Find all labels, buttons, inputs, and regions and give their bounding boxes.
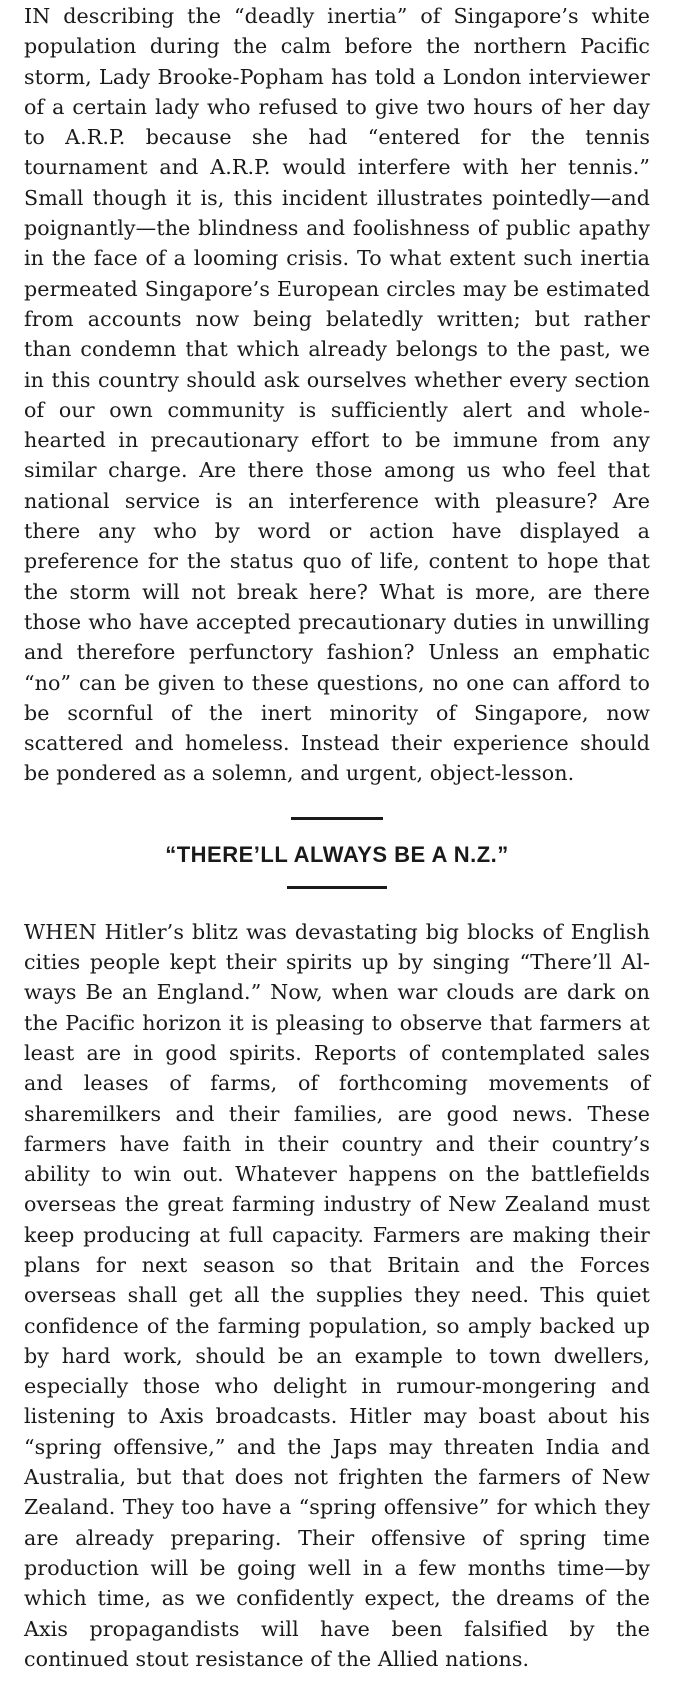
article-farmers-spirits: WHEN Hitler’s blitz was devastating big blocks of English cities people kept their spirits up by singing “There’ll Always Be an England.” Now, when war clouds are dark on the Pacific horizon it is pleasing to observe that farmers at least are in good spirits. Reports of contemplated sales and leases of farms, of forthcoming movements of sharemilkers and their families, are good news. These farmers have faith in their country and their country’s ability to win out. Whatever happens on the battlefields overseas the great farming industry of New Zealand must keep producing at full capacity. Farmers are making their plans for next season so that Britain and the Forces overseas shall get all the supplies they need. This quiet confidence of the farming population, so amply backed up by hard work, should be an example to town dwellers, especially those who delight in rumour-mongering and listening to Axis broadcasts. Hitler may boast about his “spring offensive,” and the Japs may threaten India and Australia, but that does not frighten the farmers of New Zealand. They too have a “spring offensive” for which they are already preparing. Their offensive of spring time production will be going well in a few months time—by which time, as we confidently expect, the dreams of the Axis propagandists will have been falsified by the continued stout resistance of the Allied nations.	[24, 919, 650, 1671]
newspaper-page	[24, 0, 650, 1674]
section-divider-bottom	[287, 886, 387, 889]
article-singapore-inertia: IN describing the “deadly inertia” of Singapore’s white population during the calm before the northern Pacific storm, Lady Brooke-Popham has told a London interviewer of a certain lady who refused to give two hours of her day to A.R.P. because she had “entered for the tennis tournament and A.R.P. would interfere with her tennis.” Small though it is, this incident illustrates pointedly—and poignantly—the blindness and foolishness of public apathy in the face of a looming crisis. To what extent such inertia permeated Singapore’s European circles may be estimated from accounts now being belatedly written; but rather than condemn that which already belongs to the past, we in this country should ask ourselves whether every section of our own community is sufficiently alert and whole-hearted in precautionary effort to be immune from any similar charge. Are there those among us who feel that national service is an interference with pleasure? Are there any who by word or action have displayed a preference for the status quo of life, content to hope that the storm will not break here? What is more, are there those who have accepted precautionary duties in unwilling and therefore perfunctory fashion? Unless an emphatic “no” can be given to these questions, no one can afford to be scornful of the inert minority of Singapore, now scattered and homeless. Instead their experience should be pondered as a solemn, and urgent, object-lesson.	[24, 4, 650, 786]
headline-nz: “THERE’LL ALWAYS BE A N.Z.”	[165, 841, 509, 867]
section-divider-top	[291, 817, 383, 820]
